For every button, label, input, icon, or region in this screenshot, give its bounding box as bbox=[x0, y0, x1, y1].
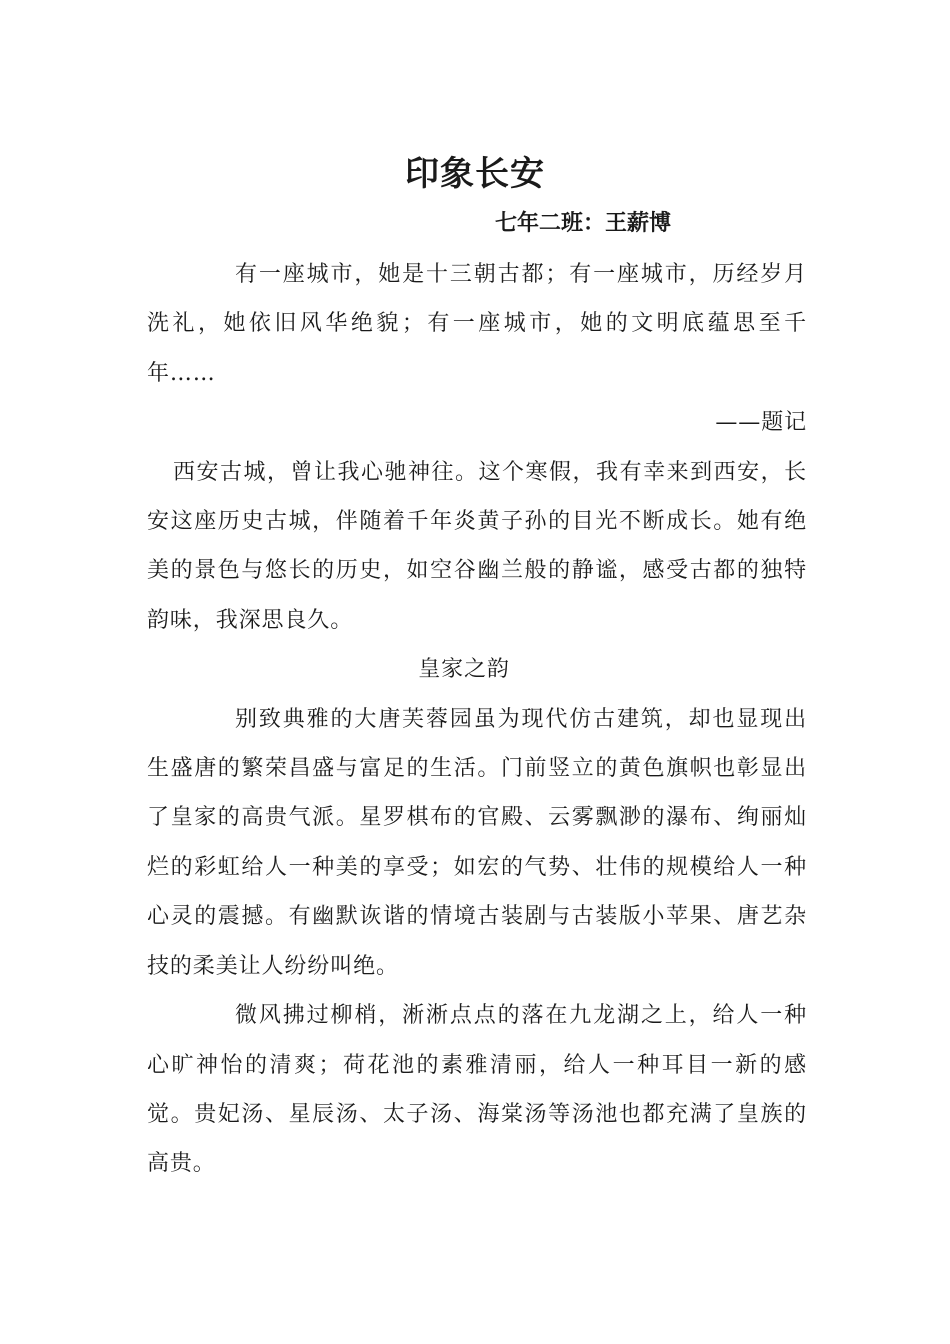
intro-paragraph: 西安古城，曾让我心驰神往。这个寒假，我有幸来到西安，长安这座历史古城，伴随着千年炎黄子孙的目光不断成长。她有绝美的景色与悠长的历史，如空谷幽兰般的静谧，感受古都的独特韵味，我深思良久。 bbox=[147, 459, 807, 633]
section-heading: 皇家之韵 bbox=[418, 657, 510, 683]
document-body bbox=[147, 250, 807, 1189]
body-paragraph-2: 微风拂过柳梢，淅淅点点的落在九龙湖之上，给人一种心旷神怡的清爽；荷花池的素雅清丽，给人一种耳目一新的感觉。贵妃汤、星辰汤、太子汤、海棠汤等汤池也都充满了皇族的高贵。 bbox=[147, 1003, 807, 1177]
preface-paragraph: 有一座城市，她是十三朝古都；有一座城市，历经岁月洗礼，她依旧风华绝貌；有一座城市，她的文明底蕴思至千年…… bbox=[147, 262, 807, 386]
author-line: 七年二班：王薪博 bbox=[495, 211, 672, 236]
document-title: 印象长安 bbox=[405, 154, 545, 194]
body-paragraph-1: 别致典雅的大唐芙蓉园虽为现代仿古建筑，却也显现出生盛唐的繁荣昌盛与富足的生活。门前竖立的黄色旗帜也彰显出了皇家的高贵气派。星罗棋布的官殿、云雾飘渺的瀑布、绚丽灿烂的彩虹给人一种美的享受；如宏的气势、壮伟的规模给人一种心灵的震撼。有幽默诙谐的情境古装剧与古装版小苹果、唐艺杂技的柔美让人纷纷叫绝。 bbox=[147, 706, 807, 979]
preface-signature: ——题记 bbox=[715, 410, 807, 436]
